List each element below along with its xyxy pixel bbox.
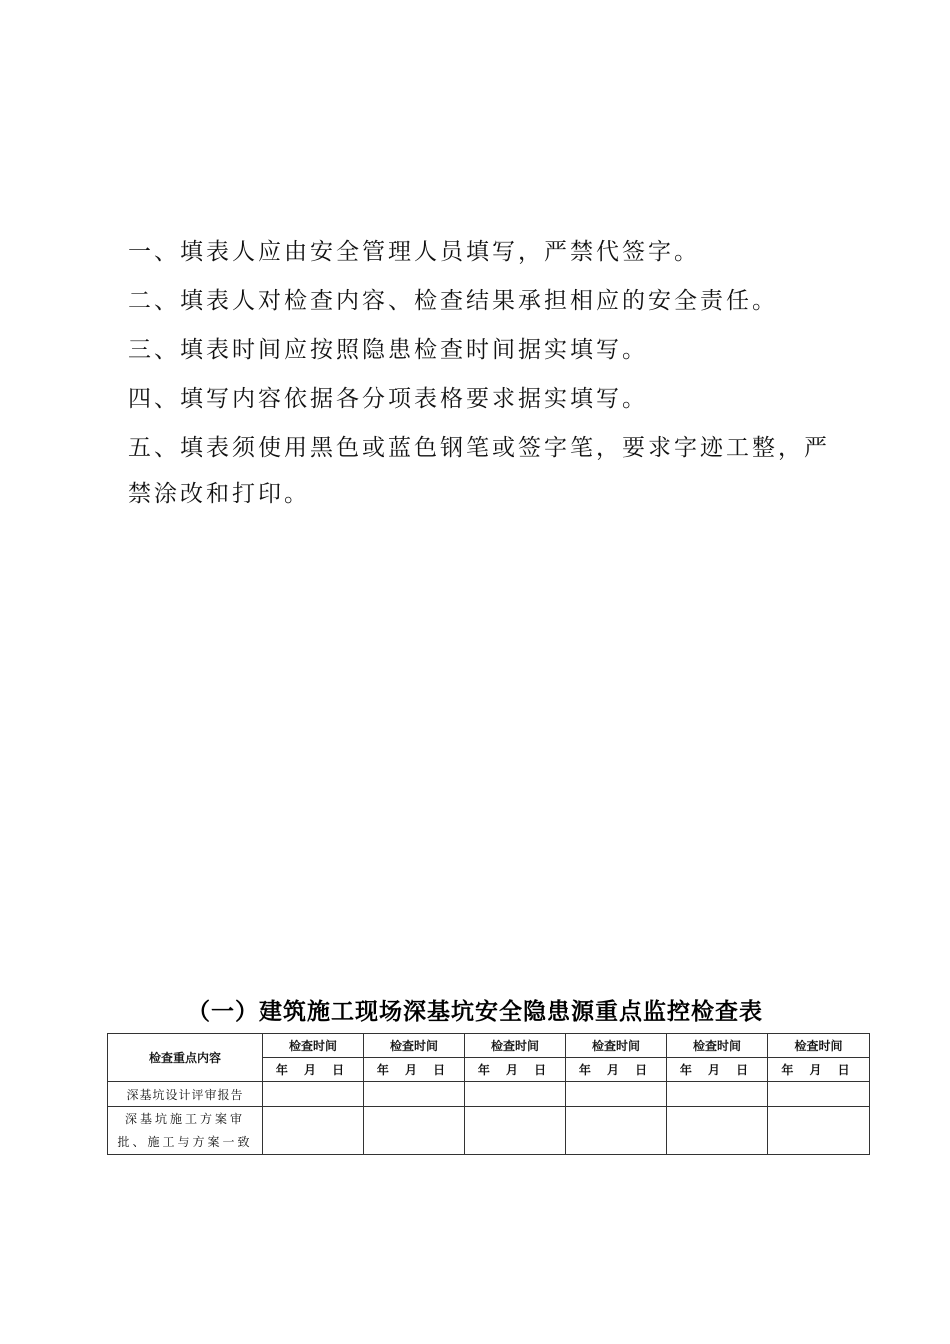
- table-header-row: [108, 1034, 870, 1058]
- instruction-item-1: 一、填表人应由安全管理人员填写，严禁代签字。: [128, 239, 700, 265]
- check-cell[interactable]: [768, 1107, 870, 1155]
- check-cell[interactable]: [465, 1082, 566, 1107]
- inspection-table: [107, 1033, 870, 1155]
- check-cell[interactable]: [364, 1107, 465, 1155]
- row-label-line-1: 深基坑施工方案审: [124, 1111, 245, 1126]
- instruction-item-4: 四、填写内容依据各分项表格要求据实填写。: [128, 386, 648, 412]
- check-cell[interactable]: [667, 1107, 768, 1155]
- check-cell[interactable]: [465, 1107, 566, 1155]
- check-cell[interactable]: [364, 1082, 465, 1107]
- row-label-construction-plan: [108, 1107, 263, 1155]
- instruction-item-5-continued: 禁涂改和打印。: [128, 481, 310, 507]
- check-cell[interactable]: [667, 1082, 768, 1107]
- header-check-time-1: 检查时间: [263, 1034, 364, 1058]
- check-cell[interactable]: [263, 1107, 364, 1155]
- row-label-design-review: 深基坑设计评审报告: [108, 1082, 263, 1107]
- header-check-time-6: 检查时间: [768, 1034, 870, 1058]
- header-check-content: 检查重点内容: [108, 1034, 263, 1082]
- date-label-4: 年 月 日: [566, 1058, 667, 1082]
- header-check-time-3: 检查时间: [465, 1034, 566, 1058]
- date-label-1: 年 月 日: [263, 1058, 364, 1082]
- check-cell[interactable]: [263, 1082, 364, 1107]
- table-row: [108, 1107, 870, 1155]
- table-row: [108, 1082, 870, 1107]
- header-check-time-2: 检查时间: [364, 1034, 465, 1058]
- date-label-6: 年 月 日: [768, 1058, 870, 1082]
- instruction-item-3: 三、填表时间应按照隐患检查时间据实填写。: [128, 337, 648, 363]
- date-label-5: 年 月 日: [667, 1058, 768, 1082]
- check-cell[interactable]: [566, 1107, 667, 1155]
- instruction-item-5: 五、填表须使用黑色或蓝色钢笔或签字笔，要求字迹工整，严: [128, 435, 830, 461]
- check-cell[interactable]: [768, 1082, 870, 1107]
- date-label-2: 年 月 日: [364, 1058, 465, 1082]
- instructions-list: [128, 240, 828, 531]
- header-check-time-4: 检查时间: [566, 1034, 667, 1058]
- row-label-line-2: 批、施工与方案一致: [117, 1134, 253, 1149]
- table-title: （一）建筑施工现场深基坑安全隐患源重点监控检查表: [187, 999, 763, 1025]
- header-check-time-5: 检查时间: [667, 1034, 768, 1058]
- instruction-item-2: 二、填表人对检查内容、检查结果承担相应的安全责任。: [128, 288, 778, 314]
- check-cell[interactable]: [566, 1082, 667, 1107]
- date-label-3: 年 月 日: [465, 1058, 566, 1082]
